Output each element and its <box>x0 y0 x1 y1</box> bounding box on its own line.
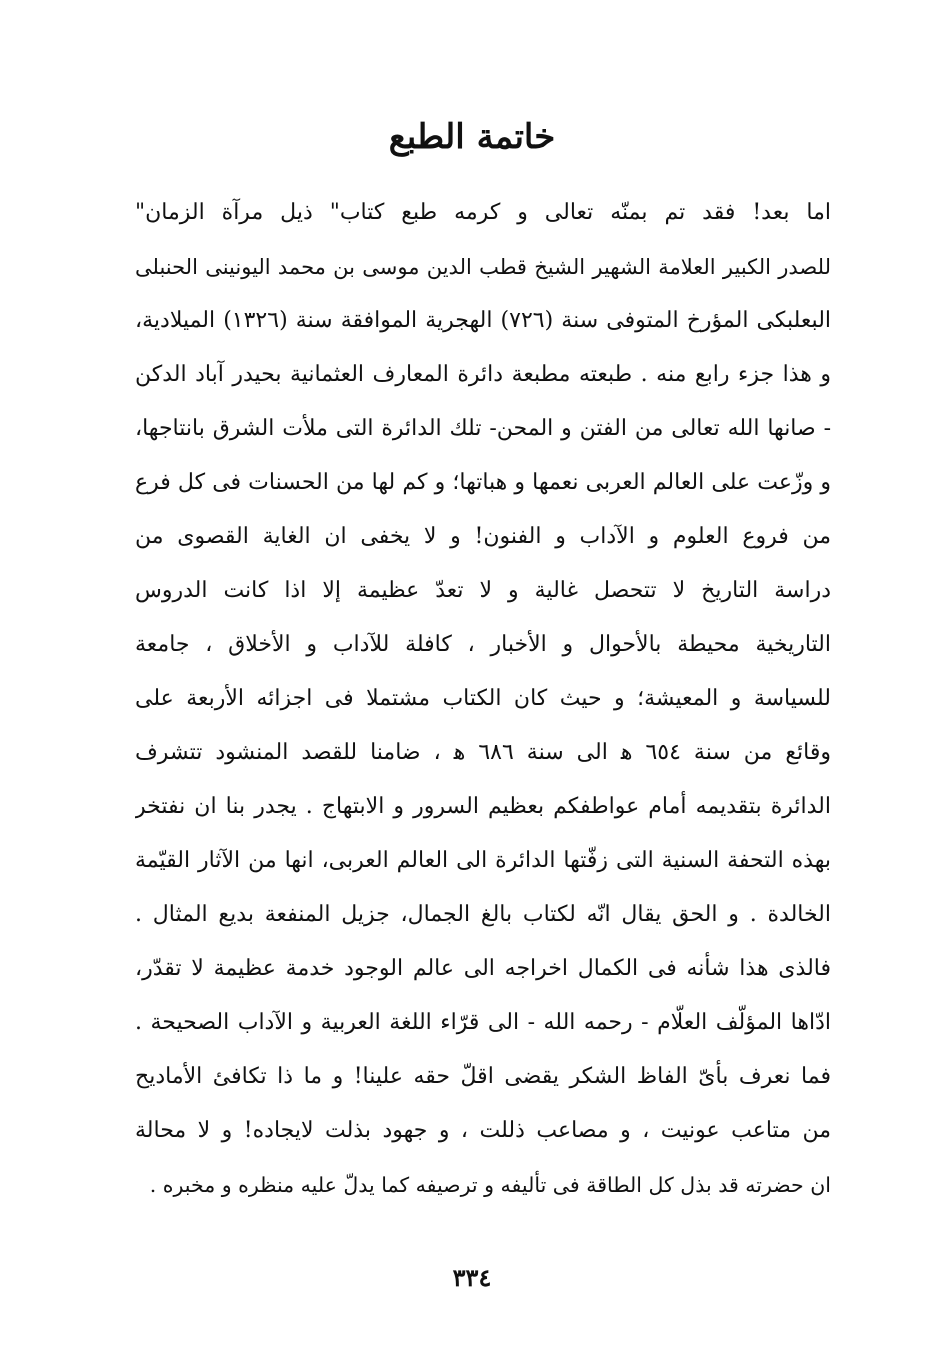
text-line: ادّاها المؤلّف العلّام - رحمه الله - الى قرّاء اللغة العربية و الآداب الصحيحة . <box>135 1010 831 1035</box>
text-line: الخالدة . و الحق يقال انّه لكتاب بالغ الجمال، جزيل المنفعة بديع المثال . <box>135 902 831 927</box>
text-line: و هذا جزء رابع منه . طبعته مطبعة دائرة المعارف العثمانية بحيدر آباد الدكن <box>135 362 831 387</box>
text-line: للسياسة و المعيشة؛ و حيث كان الكتاب مشتملا فى اجزائه الأربعة على <box>135 686 831 711</box>
text-line: وقائع من سنة ٦٥٤ ﻫ الى سنة ٦٨٦ ﻫ ، ضامنا للقصد المنشود تتشرف <box>135 740 831 765</box>
text-line: و وزّعت على العالم العربى نعمها و هباتها؛ و كم لها من الحسنات فى كل فرع <box>135 470 831 495</box>
text-line: فما نعرف بأىّ الفاظ الشكر يقضى اقلّ حقه علينا! و ما ذا تكافئ الأماديح <box>135 1064 831 1089</box>
text-line: اما بعد! فقد تم بمنّه تعالى و كرمه طبع كتاب" ذيل مرآة الزمان" <box>135 200 831 225</box>
text-line: البعلبكى المؤرخ المتوفى سنة (٧٢٦) الهجرية الموافقة سنة (١٣٢٦) الميلادية، <box>135 308 831 333</box>
text-line: من فروع العلوم و الآداب و الفنون! و لا يخفى ان الغاية القصوى من <box>135 524 831 549</box>
text-line: من متاعب عونيت ، و مصاعب ذللت ، و جهود بذلت لايجاده! و لا محالة <box>135 1118 831 1143</box>
text-line: بهذه التحفة السنية التى زفّتها الدائرة الى العالم العربى، انها من الآثار القيّمة <box>135 848 831 873</box>
text-line: - صانها الله تعالى من الفتن و المحن- تلك الدائرة التى ملأت الشرق بانتاجها، <box>135 416 831 441</box>
text-line: للصدر الكبير العلامة الشهير الشيخ قطب الدين موسى بن محمد اليونينى الحنبلى <box>135 255 831 279</box>
text-line: فالذى هذا شأنه فى الكمال اخراجه الى عالم الوجود خدمة عظيمة لا تقدّر، <box>135 956 831 981</box>
text-line: الدائرة بتقديمه أمام عواطفكم بعظيم السرور و الابتهاج . يجدر بنا ان نفتخر <box>135 794 831 819</box>
body-text <box>135 186 831 1212</box>
text-line: التاريخية محيطة بالأحوال و الأخبار ، كافلة للآداب و الأخلاق ، جامعة <box>135 632 831 657</box>
page-number: ٣٣٤ <box>452 1263 492 1292</box>
page-title: خاتمة الطبع <box>388 117 556 157</box>
text-line: دراسة التاريخ لا تتحصل غالية و لا تعدّ عظيمة إلا اذا كانت الدروس <box>135 578 831 603</box>
text-line: ان حضرته قد بذل كل الطاقة فى تأليفه و ترصيفه كما يدلّ عليه منظره و مخبره . <box>149 1173 831 1197</box>
